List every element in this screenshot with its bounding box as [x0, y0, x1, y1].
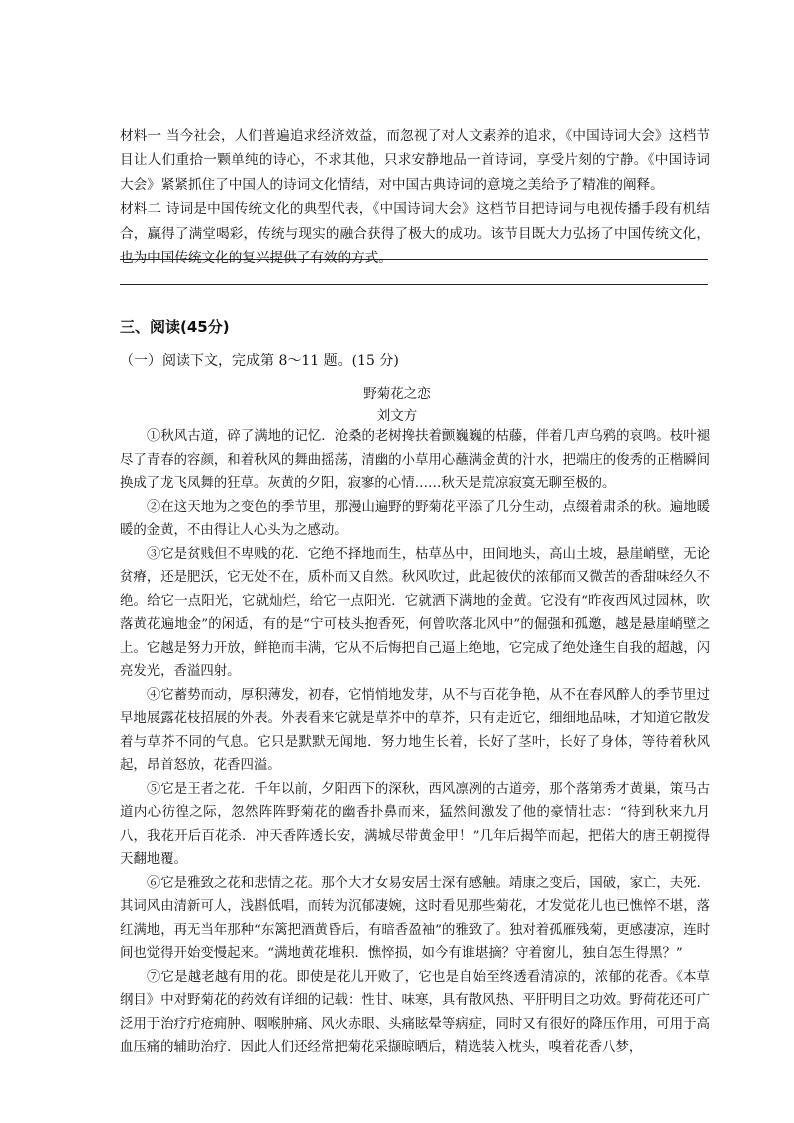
article-paragraph: ④它蓄势而动，厚积薄发，初春，它悄悄地发芽，从不与百花争艳，从不在春风醉人的季节里过早地展露花枝招展的外表。外表看来它就是草芥中的草芥，只有走近它，细细地品味，才知道它散发着与草芥不同的气息。它只是默默无闻地．努力地生长着，长好了茎叶，长好了身体，等待着秋风起，昂首怒放，花香四溢。 — [120, 687, 710, 773]
section-title: 三、阅读(45分) — [120, 318, 230, 336]
article-paragraph: ③它是贫贱但不卑贱的花．它绝不择地而生，枯草丛中，田间地头，高山土坡，悬崖峭壁，无论贫瘠，还是肥沃，它无处不在，质朴而又自然。秋风吹过，此起彼伏的浓郁而又微苦的香甜味经久不绝。给它一点阳光，它就灿烂，给它一点阳光．它就洒下满地的金黄。它没有“昨夜西风过园林，吹落黄花遍地金”的闲适，有的是“宁可枝头抱香死，何曾吹落北风中”的倔强和孤邀，越是悬崖峭壁之上。它越是努力开放，鲜艳而丰满，它从不后悔把自己逼上绝地，它完成了绝处逢生自我的超越，闪亮发光，香溢四射。 — [120, 546, 710, 679]
article-title: 野菊花之恋 — [363, 386, 431, 402]
materials-block — [120, 124, 710, 270]
article-paragraph: ⑥它是雅致之花和悲情之花。那个大才女易安居士深有感触。靖康之变后，国破，家亡，夫死．其词风由清新可人，浅斟低唱，而转为沉郁凄婉，这时看见那些菊花，才发觉花儿也已憔悴不堪，落红满地，再无当年那种“东篱把酒黄昏后，有暗香盈袖”的雅致了。独对着孤雁残菊，更感凄凉，连时间也觉得开始变慢起来。“满地黄花堆积．憔悴损，如今有谁堪摘？守着窗儿，独自怎生得黑？” — [120, 875, 710, 961]
material-two: 材料二 诗词是中国传统文化的典型代表，《中国诗词大会》这档节目把诗词与电视传播手段有机结合，赢得了满堂喝彩，传统与现实的融合获得了极大的成功。该节目既大力弘扬了中国传统文化，也为中国传统文化的复兴提供了有效的方式。 — [120, 201, 710, 267]
article-paragraph: ⑦它是越老越有用的花。即使是花儿开败了，它也是自始至终透看清凉的，浓郁的花香。《本草纲目》中对野菊花的药效有详细的记载：性甘、味寒，具有散风热、平肝明目之功效。野荷花还可广泛用于治疗疔疮痈肿、咽喉肿痛、风火赤眼、头痛眩晕等病症，同时又有很好的降压作用，可用于高血压痛的辅助治疗．因此人们还经常把菊花采撷晾晒后，精选装入枕头，嗅着花香八梦， — [120, 969, 710, 1055]
article-paragraph: ②在这天地为之变色的季节里，那漫山遍野的野菊花平添了几分生动，点缀着肃杀的秋。遍地暖暖的金黄，不由得让人心头为之感动。 — [120, 499, 710, 538]
article-author: 刘文方 — [376, 408, 418, 424]
article-paragraph: ①秋风古道，碎了满地的记忆．沧桑的老树搀扶着颤巍巍的枯藤，伴着几声乌鸦的哀鸣。枝叶褪尽了青春的容颜，和着秋风的舞曲摇荡，清幽的小草用心蘸满金黄的汁水，把端庄的俊秀的正楷瞬间换成了龙飞凤舞的狂草。灰黄的夕阳，寂寥的心情……秋天是荒凉寂寞无聊至极的。 — [120, 429, 710, 491]
answer-line — [120, 284, 708, 285]
answer-line — [120, 259, 708, 260]
material-one: 材料一 当今社会，人们普遍追求经济效益，而忽视了对人文素养的追求，《中国诗词大会》这档节目让人们重拾一颗单纯的诗心，不求其他，只求安静地品一首诗词，享受片刻的宁静。《中国诗词大会》紧紧抓住了中国人的诗词文化情结，对中国古典诗词的意境之美给予了精准的阐释。 — [120, 128, 710, 193]
article-paragraph: ⑤它是王者之花．千年以前，夕阳西下的深秋，西风凛冽的古道旁，那个落第秀才黄巢，策马古道内心彷徨之际，忽然阵阵野菊花的幽香扑鼻而来，猛然间激发了他的豪情壮志：“待到秋来九月八，我花开后百花杀．冲天香阵透长安，满城尽带黄金甲！”几年后揭竿而起，把偌大的唐王朝搅得天翻地覆。 — [120, 781, 710, 867]
article-body — [120, 425, 710, 1060]
subsection-instruction: （一）阅读下文，完成第 8～11 题。(15 分) — [120, 353, 399, 369]
